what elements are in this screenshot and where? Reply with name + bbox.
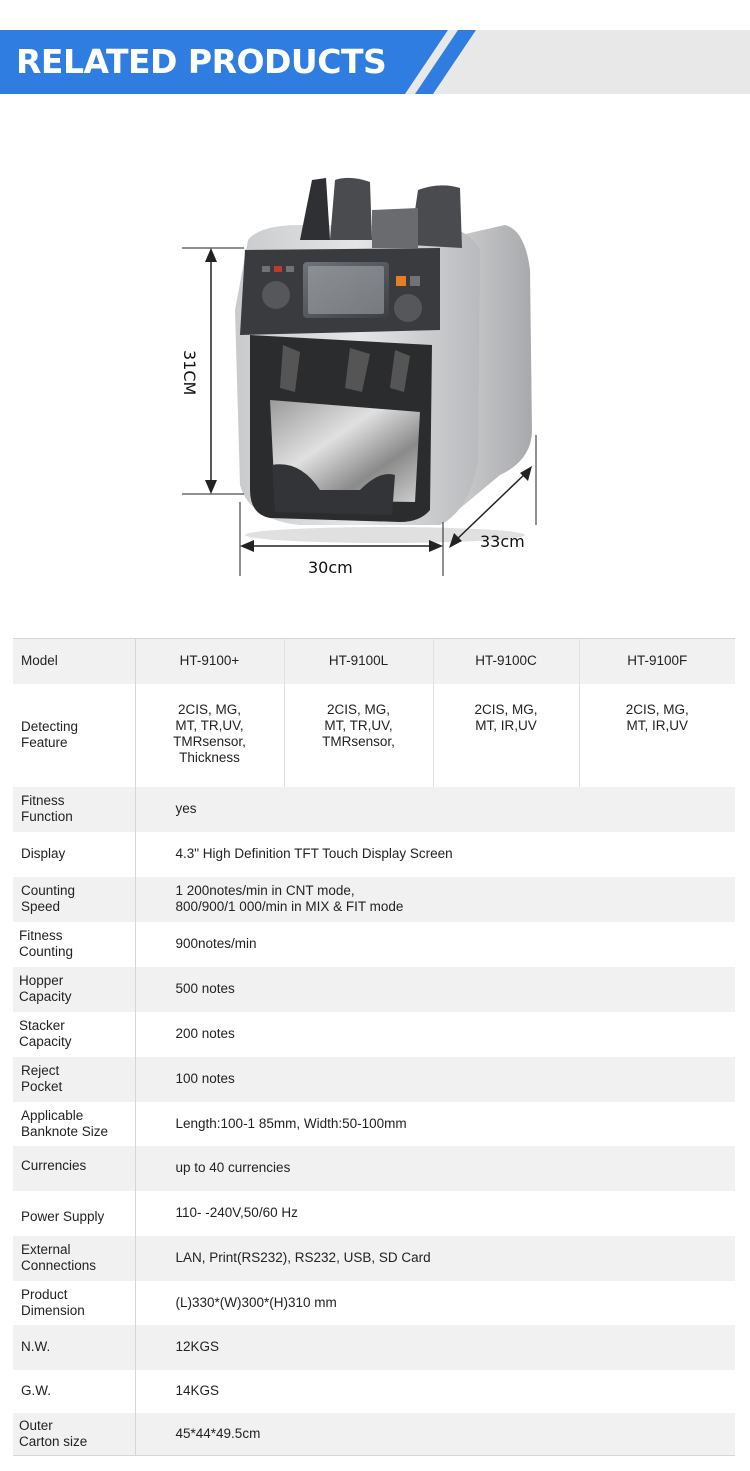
model-name: HT-9100F bbox=[579, 639, 735, 684]
table-row bbox=[13, 877, 735, 922]
row-value: Length:100-1 85mm, Width:50-100mm bbox=[135, 1102, 735, 1146]
table-row bbox=[13, 1057, 735, 1102]
model-name: HT-9100L bbox=[284, 639, 433, 684]
dimension-width-label: 30cm bbox=[308, 558, 353, 577]
table-row bbox=[13, 1370, 735, 1413]
feature-cell: 2CIS, MG, MT, IR,UV bbox=[579, 684, 735, 787]
row-label: Fitness Counting bbox=[13, 922, 135, 967]
table-row-model bbox=[13, 639, 735, 684]
row-value: LAN, Print(RS232), RS232, USB, SD Card bbox=[135, 1236, 735, 1281]
row-label: Stacker Capacity bbox=[13, 1012, 135, 1057]
table-row bbox=[13, 787, 735, 832]
row-value: yes bbox=[135, 787, 735, 832]
row-value: 14KGS bbox=[135, 1370, 735, 1413]
row-value: 500 notes bbox=[135, 967, 735, 1012]
row-label: Display bbox=[13, 832, 135, 877]
table-row bbox=[13, 1102, 735, 1146]
row-value: 1 200notes/min in CNT mode, 800/900/1 000/min in MIX & FIT mode bbox=[135, 877, 735, 922]
table-row bbox=[13, 1012, 735, 1057]
row-label: Detecting Feature bbox=[13, 684, 135, 787]
table-row bbox=[13, 1281, 735, 1325]
row-value: 12KGS bbox=[135, 1325, 735, 1370]
product-image-area bbox=[0, 130, 750, 600]
money-counter-illustration bbox=[0, 130, 750, 600]
table-row bbox=[13, 1413, 735, 1456]
model-name: HT-9100C bbox=[433, 639, 579, 684]
row-value: 900notes/min bbox=[135, 922, 735, 967]
row-value: 4.3" High Definition TFT Touch Display Screen bbox=[135, 832, 735, 877]
dimension-height-label: 31CM bbox=[180, 350, 199, 396]
row-label: N.W. bbox=[13, 1325, 135, 1370]
row-value: 45*44*49.5cm bbox=[135, 1413, 735, 1456]
feature-cell: 2CIS, MG, MT, TR,UV, TMRsensor, bbox=[284, 684, 433, 787]
row-value: (L)330*(W)300*(H)310 mm bbox=[135, 1281, 735, 1325]
banner-title: RELATED PRODUCTS bbox=[16, 42, 387, 81]
table-row bbox=[13, 922, 735, 967]
row-value: up to 40 currencies bbox=[135, 1146, 735, 1191]
row-label: Product Dimension bbox=[13, 1281, 135, 1325]
row-label: Power Supply bbox=[13, 1191, 135, 1236]
row-label: Hopper Capacity bbox=[13, 967, 135, 1012]
table-row-detecting-feature bbox=[13, 684, 735, 787]
row-label: Counting Speed bbox=[13, 877, 135, 922]
feature-cell: 2CIS, MG, MT, IR,UV bbox=[433, 684, 579, 787]
row-value: 100 notes bbox=[135, 1057, 735, 1102]
model-name: HT-9100+ bbox=[135, 639, 284, 684]
row-value: 110- -240V,50/60 Hz bbox=[135, 1191, 735, 1236]
specification-table bbox=[13, 638, 735, 1456]
table-row bbox=[13, 1236, 735, 1281]
row-label: G.W. bbox=[13, 1370, 135, 1413]
table-row bbox=[13, 1325, 735, 1370]
row-label: Reject Pocket bbox=[13, 1057, 135, 1102]
related-products-banner bbox=[0, 30, 750, 94]
table-row bbox=[13, 832, 735, 877]
dimension-depth-label: 33cm bbox=[480, 532, 525, 551]
row-label: Outer Carton size bbox=[13, 1413, 135, 1456]
row-label: External Connections bbox=[13, 1236, 135, 1281]
row-label: Fitness Function bbox=[13, 787, 135, 832]
feature-cell: 2CIS, MG, MT, TR,UV, TMRsensor, Thickness bbox=[135, 684, 284, 787]
table-row bbox=[13, 1191, 735, 1236]
table-row bbox=[13, 967, 735, 1012]
row-label: Applicable Banknote Size bbox=[13, 1102, 135, 1146]
row-label: Currencies bbox=[13, 1146, 135, 1191]
row-label: Model bbox=[13, 639, 135, 684]
row-value: 200 notes bbox=[135, 1012, 735, 1057]
table-row bbox=[13, 1146, 735, 1191]
